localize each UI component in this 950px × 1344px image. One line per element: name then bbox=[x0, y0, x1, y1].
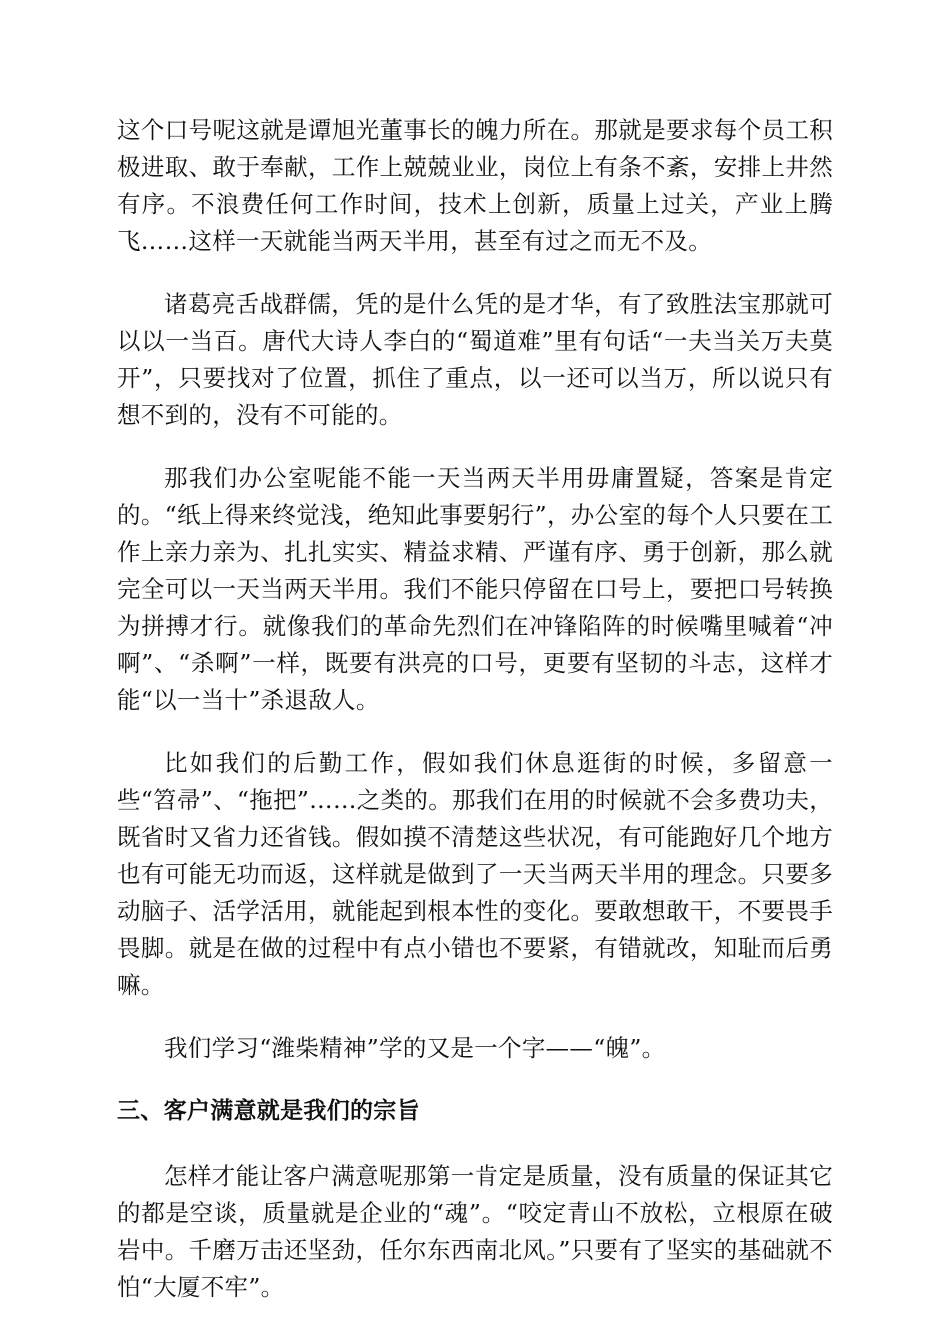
paragraph-zhuge-liang: 诸葛亮舌战群儒，凭的是什么凭的是才华，有了致胜法宝那就可以以一当百。唐代大诗人李白的“蜀道难”里有句话“一夫当关万夫莫开”，只要找对了位置，抓住了重点，以一还可以当万，所以说只有想不到的，没有不可能的。 bbox=[117, 290, 833, 429]
paragraph-leadership-charisma: 这个口号呢这就是谭旭光董事长的魄力所在。那就是要求每个员工积极进取、敢于奉献，工作上兢兢业业，岗位上有条不紊，安排上井然有序。不浪费任何工作时间，技术上创新，质量上过关，产业上腾飞……这样一天就能当两天半用，甚至有过之而无不及。 bbox=[117, 116, 833, 255]
section-heading: 三、客户满意就是我们的宗旨 bbox=[117, 1098, 420, 1124]
paragraph-office-efficiency: 那我们办公室呢能不能一天当两天半用毋庸置疑，答案是肯定的。“纸上得来终觉浅，绝知此事要躬行”，办公室的每个人只要在工作上亲力亲为、扎扎实实、精益求精、严谨有序、勇于创新，那么就完全可以一天当两天半用。我们不能只停留在口号上，要把口号转换为拼搏才行。就像我们的革命先烈们在冲锋陷阵的时候嘴里喊着“冲啊”、“杀啊”一样，既要有洪亮的口号，更要有坚韧的斗志，这样才能“以一当十”杀退敌人。 bbox=[117, 464, 833, 714]
document-body bbox=[117, 112, 833, 1332]
paragraph-logistics-work: 比如我们的后勤工作，假如我们休息逛街的时候，多留意一些“笤帚”、“拖把”……之类的。那我们在用的时候就不会多费功夫，既省时又省力还省钱。假如摸不清楚这些状况，有可能跑好几个地方也有可能无功而返，这样就是做到了一天当两天半用的理念。只要多动脑子、活学活用，就能起到根本性的变化。要敢想敢干，不要畏手畏脚。就是在做的过程中有点小错也不要紧，有错就改，知耻而后勇嘛。 bbox=[117, 749, 833, 999]
paragraph-customer-satisfaction: 怎样才能让客户满意呢那第一肯定是质量，没有质量的保证其它的都是空谈，质量就是企业的“魂”。“咬定青山不放松，立根原在破岩中。千磨万击还坚劲，任尔东西南北风。”只要有了坚实的基础就不怕“大厦不牢”。 bbox=[117, 1162, 833, 1301]
paragraph-weichai-spirit: 我们学习“潍柴精神”学的又是一个字——“魄”。 bbox=[164, 1034, 666, 1062]
